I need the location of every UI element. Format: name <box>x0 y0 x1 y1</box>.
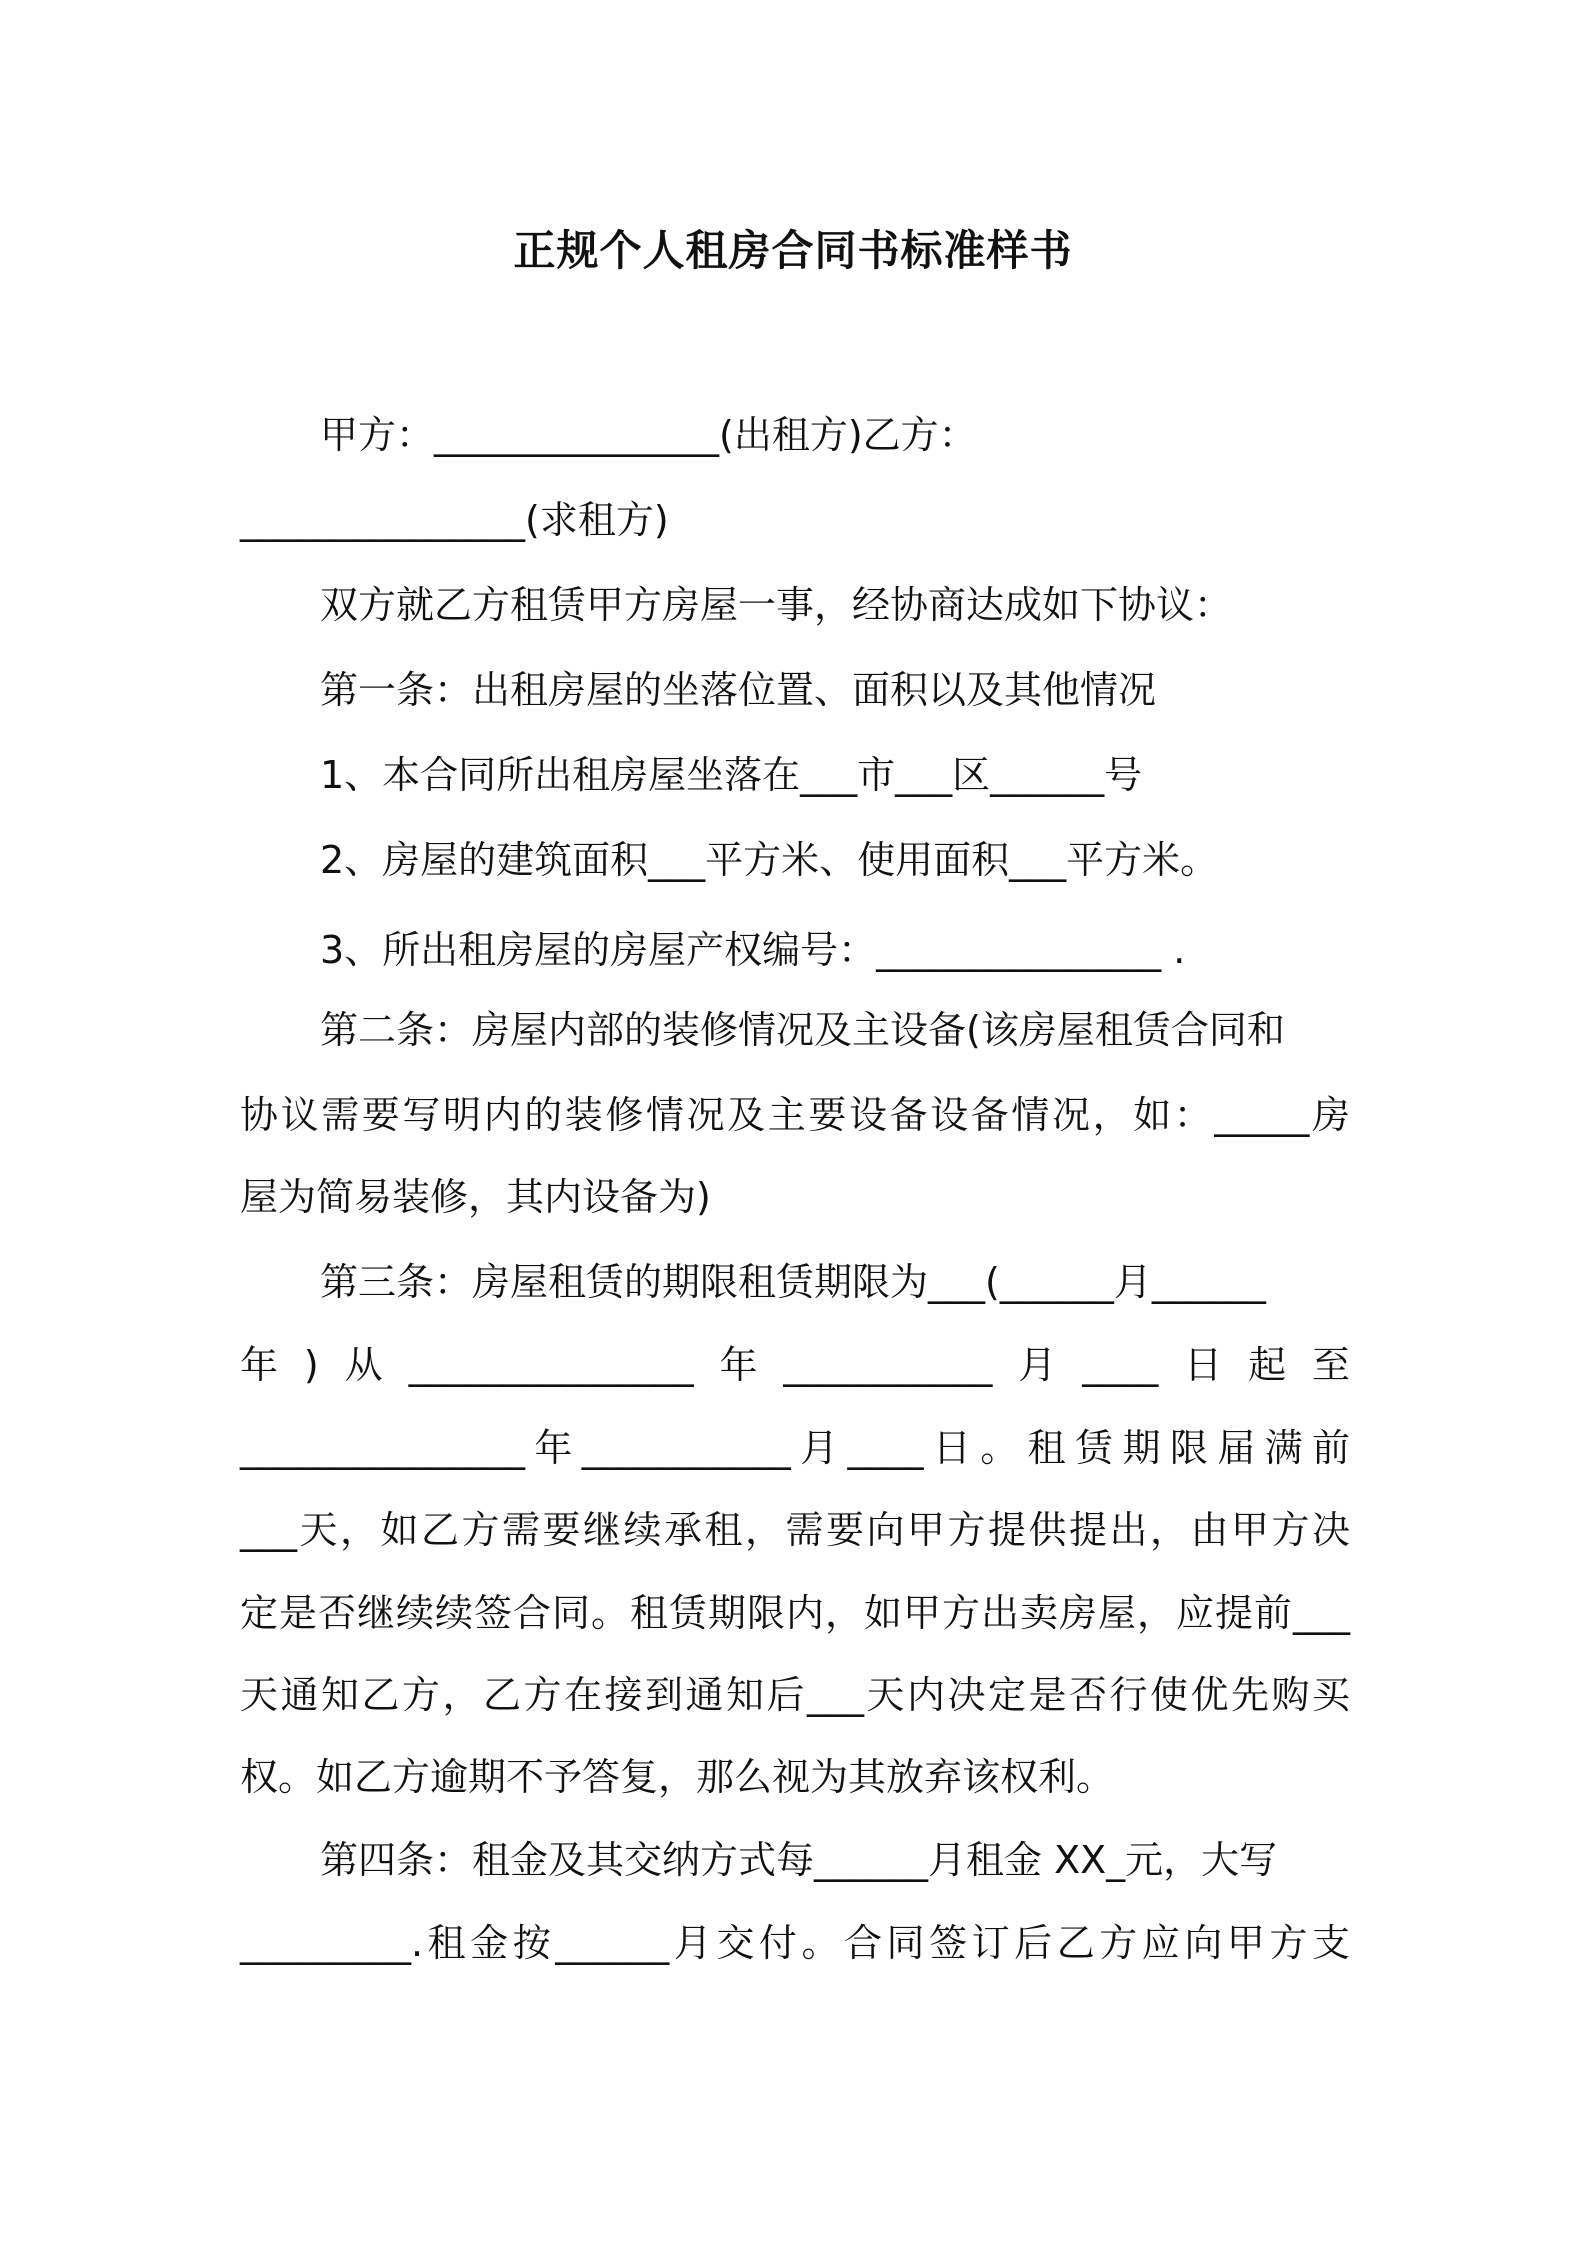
article-1-item-2: 2、房屋的建筑面积___平方米、使用面积___平方米。 <box>320 838 1219 882</box>
document-title: 正规个人租房合同书标准样书 <box>513 226 1073 275</box>
article-2-line-2: 协议需要写明内的装修情况及主要设备设备情况，如：_____房 <box>240 1093 1350 1137</box>
article-3-line-7: 权。如乙方逾期不予答复，那么视为其放弃该权利。 <box>240 1755 1115 1799</box>
article-1-item-1: 1、本合同所出租房屋坐落在___市___区______号 <box>320 753 1143 797</box>
article-3-line-2: 年)从_______________年___________月____日起至 <box>240 1343 1350 1387</box>
agreement-intro: 双方就乙方租赁甲方房屋一事，经协商达成如下协议： <box>320 583 1233 627</box>
article-1-item-3: 3、所出租房屋的房屋产权编号：_______________ . <box>320 928 1186 972</box>
article-4-line-1: 第四条：租金及其交纳方式每______月租金 XX_元，大写 <box>320 1838 1278 1882</box>
article-3-line-5: 定是否继续续签合同。租赁期限内，如甲方出卖房屋，应提前___ <box>240 1591 1350 1635</box>
article-2-line-1: 第二条：房屋内部的装修情况及主设备(该房屋租赁合同和 <box>320 1008 1285 1052</box>
article-4-line-2: _________.租金按______月交付。合同签订后乙方应向甲方支 <box>240 1921 1350 1965</box>
article-2-line-3: 屋为简易装修，其内设备为) <box>240 1175 711 1219</box>
article-3-line-3: _______________年___________月____日。租赁期限届满前 <box>240 1426 1350 1470</box>
article-1-heading: 第一条：出租房屋的坐落位置、面积以及其他情况 <box>320 668 1157 712</box>
party-b-line: _______________(求租方) <box>240 498 669 542</box>
party-a-line: 甲方：_______________(出租方)乙方： <box>320 413 977 457</box>
article-3-line-6: 天通知乙方，乙方在接到通知后___天内决定是否行使优先购买 <box>240 1673 1350 1717</box>
article-3-line-1: 第三条：房屋租赁的期限租赁期限为___(______月______ <box>320 1260 1266 1304</box>
article-3-line-4: ___天，如乙方需要继续承租，需要向甲方提供提出，由甲方决 <box>240 1508 1350 1552</box>
